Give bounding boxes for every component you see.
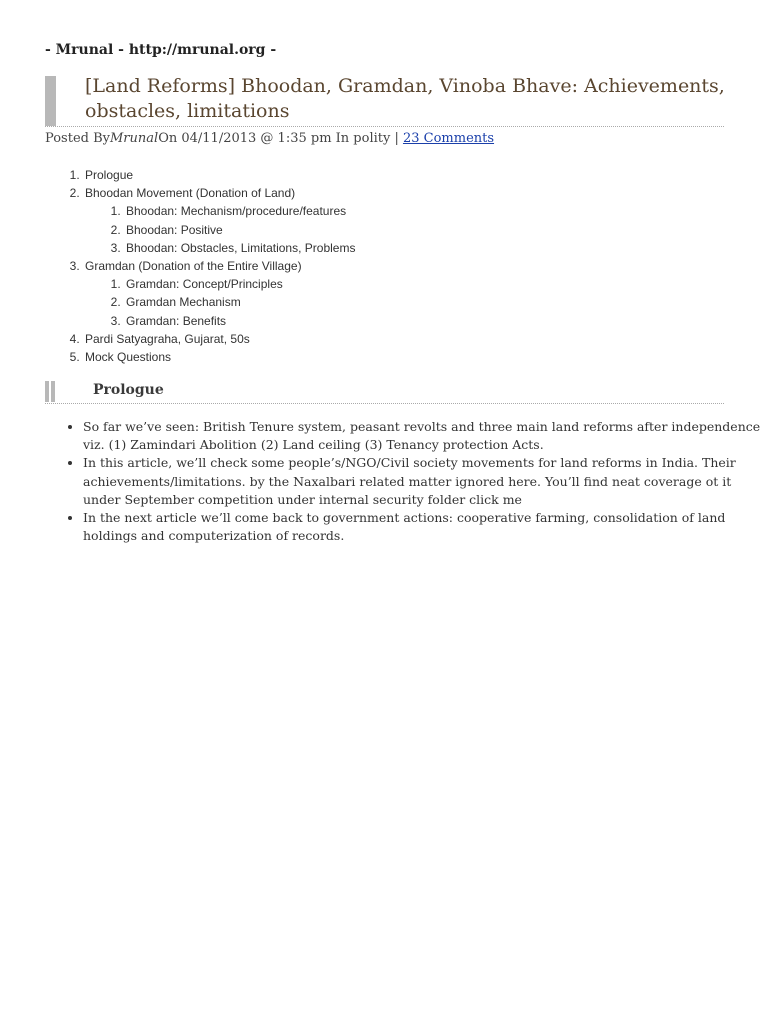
toc-subitem[interactable]: 3. Bhoodan: Obstacles, Limitations, Problems <box>124 239 355 257</box>
toc-subitem[interactable]: 2. Bhoodan: Positive <box>124 221 355 239</box>
comments-link[interactable]: 23 Comments <box>402 131 495 146</box>
toc-subitem[interactable]: 1. Gramdan: Concept/Principles <box>124 275 355 293</box>
toc-subitem[interactable]: 3. Gramdan: Benefits <box>124 312 355 330</box>
section-accent-bar <box>45 381 49 402</box>
toc-sublist <box>85 275 355 330</box>
prologue-bullet-list <box>45 418 763 545</box>
table-of-contents <box>45 166 355 366</box>
section-accent-bar <box>51 381 55 402</box>
toc-item[interactable]: 2. Bhoodan Movement (Donation of Land) 1. Bhoodan: Mechanism/procedure/features 2. Bhoodan: Positive 3. Bhoodan: Obstacles, Limitations, Problems <box>83 184 355 257</box>
toc-item[interactable]: 5. Mock Questions <box>83 348 355 366</box>
post-title-block <box>45 72 724 127</box>
meta-prefix: Posted By <box>45 131 110 146</box>
post-title: [Land Reforms] Bhoodan, Gramdan, Vinoba Bhave: Achievements, obstacles, limitations <box>85 75 725 122</box>
title-accent-bar <box>45 76 56 126</box>
post-author: Mrunal <box>110 131 159 146</box>
bullet-item: • In this article, we’ll check some people’s/NGO/Civil society movements for land reforms in India. Their achievements/limitations. by the Naxalbari related matter ignored here. You’ll find neat coverage ot it under September competition under internal security folder click me <box>83 454 763 509</box>
bullet-item: • In the next article we’ll come back to government actions: cooperative farming, consolidation of land holdings and computerization of records. <box>83 509 763 545</box>
toc-item[interactable]: 1. Prologue <box>83 166 355 184</box>
toc-sublist <box>85 202 355 257</box>
toc-subitem[interactable]: 2. Gramdan Mechanism <box>124 293 355 311</box>
site-header: - Mrunal - http://mrunal.org - <box>45 42 277 58</box>
post-meta <box>45 131 494 146</box>
toc-item[interactable]: 3. Gramdan (Donation of the Entire Village) 1. Gramdan: Concept/Principles 2. Gramdan Mechanism 3. Gramdan: Benefits <box>83 257 355 330</box>
section-heading-prologue <box>45 380 724 404</box>
toc-item[interactable]: 4. Pardi Satyagraha, Gujarat, 50s <box>83 330 355 348</box>
bullet-item: • So far we’ve seen: British Tenure system, peasant revolts and three main land reforms after independence viz. (1) Zamindari Abolition (2) Land ceiling (3) Tenancy protection Acts. <box>83 418 763 454</box>
meta-date-category: On 04/11/2013 @ 1:35 pm In polity | <box>158 131 403 146</box>
toc-subitem[interactable]: 1. Bhoodan: Mechanism/procedure/features <box>124 202 355 220</box>
section-title: Prologue <box>93 382 164 398</box>
